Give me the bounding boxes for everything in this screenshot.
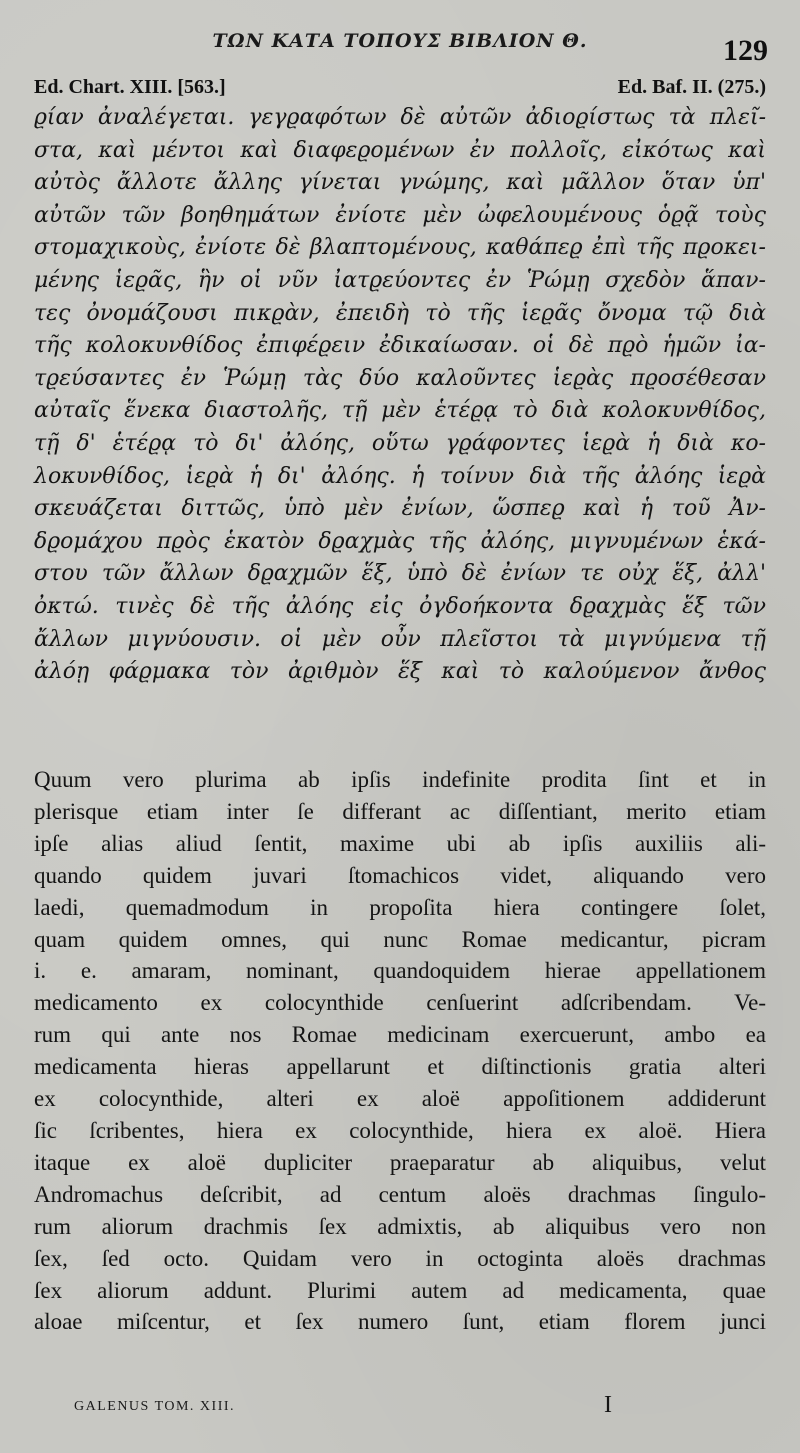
page-number: 129 bbox=[723, 34, 768, 67]
greek-line: στομαχικοὺς, ἐνίοτε δὲ βλαπτομένους, καθάπεϱ ἐπὶ τῆς πϱοκει- bbox=[34, 235, 766, 261]
greek-line: αὐταῖς ἕνεκα διαστολῆς, τῇ μὲν ἑτέϱᾳ τὸ διὰ κολοκυνθίδος, bbox=[34, 398, 766, 424]
latin-line: rum aliorum drachmis ſex admixtis, ab aliquibus vero non bbox=[34, 1213, 766, 1239]
latin-line: aloae miſcentur, et ſex numero ſunt, etiam florem junci bbox=[34, 1309, 766, 1335]
latin-line: Quum vero plurima ab ipſis indefinite prodita ſint et in bbox=[34, 767, 766, 792]
greek-line: τῇ δ' ἑτέϱᾳ τὸ δι' ἀλόης, οὕτω γϱάφοντες ἱεϱὰ ἡ διὰ κο- bbox=[34, 430, 766, 456]
latin-line: ſex aliorum addunt. Plurimi autem ad medicamenta, quae bbox=[34, 1277, 766, 1303]
latin-line: plerisque etiam inter ſe differant ac diſſentiant, merito etiam bbox=[34, 798, 766, 824]
greek-line: τες ὀνομάζουσι πικϱὰν, ἐπειδὴ τὸ τῆς ἱεϱᾶς ὄνομα τῷ διὰ bbox=[34, 300, 766, 326]
latin-line: quam quidem omnes, qui nunc Romae medicantur, picram bbox=[34, 926, 766, 952]
greek-line: τῆς κολοκυνθίδος ἐπιφέϱειν ἐδικαίωσαν. οἱ δὲ πϱὸ ἡμῶν ἰα- bbox=[34, 333, 766, 359]
latin-line: Andromachus deſcribit, ad centum aloës drachmas ſingulo- bbox=[34, 1181, 766, 1207]
latin-line: ſex, ſed octo. Quidam vero in octoginta aloës drachmas bbox=[34, 1245, 766, 1271]
greek-line: στα, καὶ μέντοι καὶ διαφεϱομένων ἐν πολλοῖς, εἰκότως καὶ bbox=[34, 137, 766, 163]
greek-text-block bbox=[34, 102, 766, 689]
latin-line: i. e. amaram, nominant, quandoquidem hierae appellationem bbox=[34, 958, 766, 984]
edition-reference-right: Ed. Baf. II. (275.) bbox=[617, 76, 766, 98]
latin-line: ex colocynthide, alteri ex aloë appoſitionem addiderunt bbox=[34, 1086, 766, 1112]
greek-line: ὀκτώ. τινὲς δὲ τῆς ἀλόης εἰς ὀγδοήκοντα δϱαχμὰς ἕξ τῶν bbox=[34, 593, 766, 619]
greek-line: ϱίαν ἀναλέγεται. γεγϱαφότων δὲ αὐτῶν ἀδιοϱίστως τὰ πλεῖ- bbox=[34, 105, 766, 130]
latin-line: rum qui ante nos Romae medicinam exercuerunt, ambo ea bbox=[34, 1022, 766, 1048]
greek-line: λοκυνθίδος, ἱεϱὰ ἡ δι' ἀλόης. ἡ τοίνυν διὰ τῆς ἀλόης ἱεϱὰ bbox=[34, 463, 766, 489]
edition-reference-left: Ed. Chart. XIII. [563.] bbox=[34, 76, 226, 98]
greek-line: ἄλλων μιγνύουσιν. οἱ μὲν οὖν πλεῖστοι τὰ μιγνύμενα τῇ bbox=[34, 626, 766, 652]
greek-line: τϱεύσαντες ἐν Ῥώμῃ τὰς δύο καλοῦντες ἱεϱὰς πϱοσέθεσαν bbox=[34, 365, 766, 391]
greek-line: αὐτὸς ἄλλοτε ἄλλης γίνεται γνώμης, καὶ μᾶλλον ὅταν ὑπ' bbox=[34, 170, 766, 196]
latin-line: quando quidem juvari ſtomachicos videt, aliquando vero bbox=[34, 862, 766, 888]
greek-line: σκευάζεται διττῶς, ὑπὸ μὲν ἐνίων, ὥσπεϱ καὶ ἡ τοῦ Ἀν- bbox=[34, 496, 766, 522]
latin-text-block bbox=[34, 764, 766, 1338]
running-title: ΤΩΝ ΚΑΤΑ ΤΟΠΟΥΣ ΒΙΒΛΙΟΝ Θ. bbox=[212, 30, 588, 52]
latin-line: itaque ex aloë dupliciter praeparatur ab aliquibus, velut bbox=[34, 1149, 766, 1175]
latin-line: laedi, quemadmodum in propoſita hiera contingere ſolet, bbox=[34, 894, 766, 920]
latin-line: medicamenta hieras appellarunt et diſtinctionis gratia alteri bbox=[34, 1054, 766, 1080]
greek-line: μένης ἱεϱᾶς, ἣν οἱ νῦν ἰατϱεύοντες ἐν Ῥώμῃ σχεδὸν ἅπαν- bbox=[34, 267, 766, 293]
latin-line: ſic ſcribentes, hiera ex colocynthide, hiera ex aloë. Hiera bbox=[34, 1117, 766, 1143]
latin-line: medicamento ex colocynthide cenſuerint adſcribendam. Ve- bbox=[34, 990, 766, 1016]
signature-mark: I bbox=[604, 1392, 612, 1418]
greek-line: στου τῶν ἄλλων δϱαχμῶν ἕξ, ὑπὸ δὲ ἐνίων τε οὐχ ἕξ, ἀλλ' bbox=[34, 561, 766, 587]
greek-line: ἀλόῃ φάϱμακα τὸν ἀϱιθμὸν ἕξ καὶ τὸ καλούμενον ἄνθος bbox=[34, 659, 766, 685]
latin-line: ipſe alias aliud ſentit, maxime ubi ab ipſis auxiliis ali- bbox=[34, 830, 766, 856]
greek-line: δϱομάχου πϱὸς ἑκατὸν δϱαχμὰς τῆς ἀλόης, μιγνυμένων ἑκά- bbox=[34, 528, 766, 554]
greek-line: αὐτῶν τῶν βοηθημάτων ἐνίοτε μὲν ὠφελουμένους ὁϱᾷ τοὺς bbox=[34, 202, 766, 228]
signature-line: GALENUS TOM. XIII. bbox=[74, 1399, 236, 1414]
